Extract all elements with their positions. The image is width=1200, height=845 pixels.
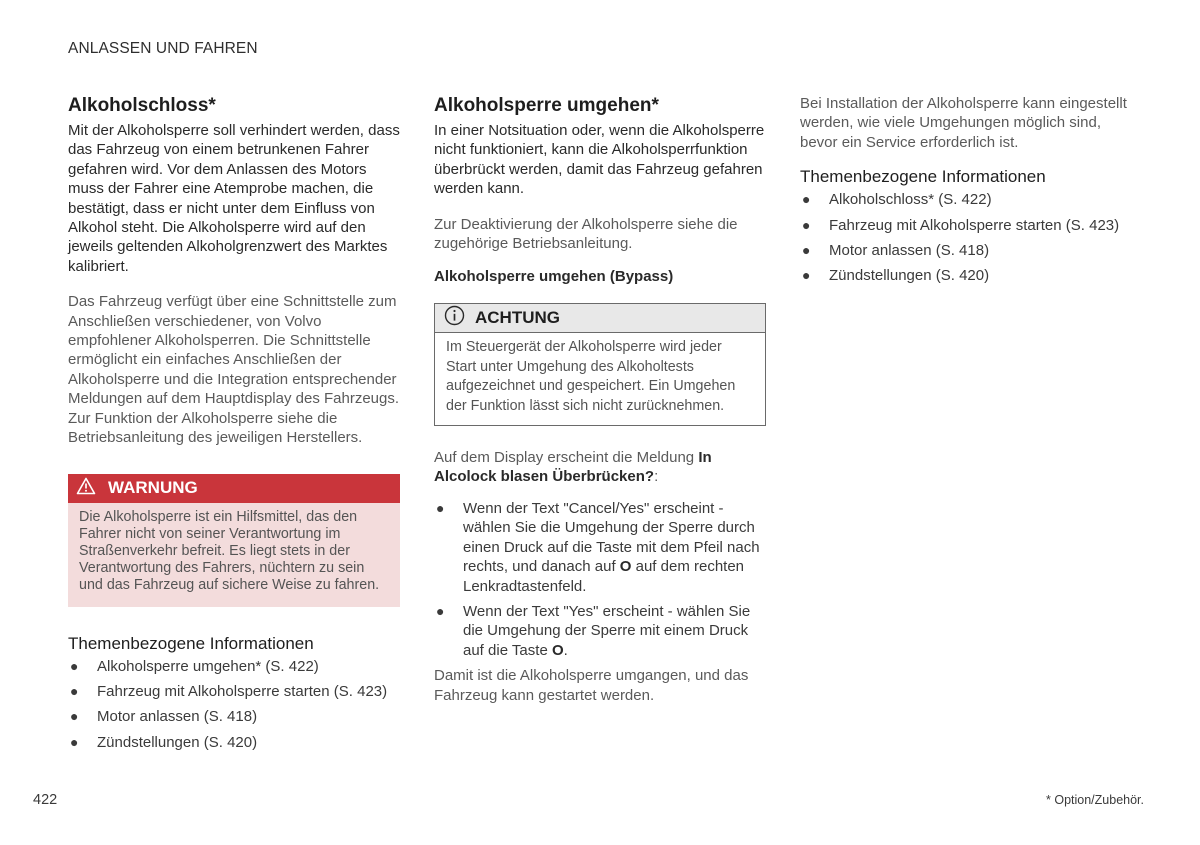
related-link[interactable]: ● Motor anlassen (S. 418) [70,708,258,726]
page-number: 422 [33,792,58,808]
bullet-icon: ● [70,682,79,699]
related-link[interactable]: ● Alkoholsperre umgehen* (S. 422) [70,657,319,675]
bullet-icon: ● [802,216,811,233]
related-link[interactable]: ● Zündstellungen (S. 420) [70,733,258,751]
warning-triangle-icon [76,477,96,500]
related-link[interactable]: ● Motor anlassen (S. 418) [802,242,990,260]
caution-box [434,303,766,426]
related-link[interactable]: ● Fahrzeug mit Alkoholsperre starten (S. 423) [70,682,388,700]
result-paragraph: Damit ist die Alkoholsperre umgangen, und das Fahrzeug kann gestartet werden. [434,667,749,704]
related-info-list [68,657,400,753]
column-continuation [800,94,1130,292]
bullet-icon: ● [436,602,445,619]
bullet-icon: ● [70,733,79,750]
footnote: * Option/Zubehör. [1046,793,1144,807]
bullet-icon: ● [70,708,79,725]
display-message-paragraph: Auf dem Display erscheint die Meldung In Alcolock blasen Überbrücken?: [434,449,712,486]
list-item: ● Wenn der Text "Cancel/Yes" erscheint - wählen Sie die Umgehung der Sperre durch einen Druck auf die Taste mit dem Pfeil nach rechts, und danach auf O auf dem rechten Lenkradtastenfeld. [436,499,760,595]
caution-label: ACHTUNG [475,308,560,328]
related-link[interactable]: ● Alkoholschloss* (S. 422) [802,191,992,209]
interface-paragraph: Das Fahrzeug verfügt über eine Schnittstelle zum Anschließen verschiedener, von Volvo empfohlener Alkoholsperren. Die Schnittstelle ermöglicht ein einfaches Anschließen der Alkoholsperre und die Integration entsprechender Meldungen auf dem Hauptdisplay des Fahrzeugs. Zur Funktion der Alkoholsperre siehe die Betriebsanleitung des jeweiligen Herstellers. [68,293,400,447]
section-title-umgehen: Alkoholsperre umgehen* [434,95,659,116]
intro-paragraph: Mit der Alkoholsperre soll verhindert werden, dass das Fahrzeug von einem betrunkenen Fahrer gefahren wird. Vor dem Anlassen des Motors muss der Fahrer eine Atemprobe machen, die bestätigt, dass er nicht unter dem Einfluss von Alkohol steht. Die Alkoholsperre wird auf den jeweils geltenden Alkoholgrenzwert des Marktes kalibriert. [68,122,400,275]
column-alkoholsperre-umgehen [434,94,766,705]
section-title-alkoholschloss: Alkoholschloss* [68,95,216,116]
bullet-icon: ● [436,499,445,516]
bullet-icon: ● [802,242,811,259]
deactivation-paragraph: Zur Deaktivierung der Alkoholsperre siehe die zugehörige Betriebsanleitung. [434,215,738,253]
column-alkoholschloss [68,94,400,758]
caution-text: Im Steuergerät der Alkoholsperre wird jeder Start unter Umgehung des Alkoholtests aufgezeichnet und gespeichert. Ein Umgehen der Funktion lässt sich nicht zurücknehmen. [446,339,736,414]
display-message-text: In Alcolock blasen Überbrücken? [434,449,712,486]
info-circle-icon [444,305,465,331]
warning-text: Die Alkoholsperre ist ein Hilfsmittel, das den Fahrer nicht von seiner Verantwortung im Straßenverkehr befreit. Es liegt stets in der Verantwortung des Fahrers, nüchtern zu sein und das Fahrzeug auf sichere Weise zu fahren. [79,508,380,594]
warning-label: WARNUNG [108,478,198,497]
key-label: O [551,641,564,659]
running-header: ANLASSEN UND FAHREN [68,40,258,57]
related-info-heading: Themenbezogene Informationen [68,633,314,653]
related-info-list [800,190,1130,286]
bypass-steps-list [434,499,766,660]
list-item: ● Wenn der Text "Yes" erscheint - wählen Sie die Umgehung der Sperre mit einem Druck auf die Taste O. [436,602,751,659]
emergency-paragraph: In einer Notsituation oder, wenn die Alkoholsperre nicht funktioniert, kann die Alkoholsperrfunktion überbrückt werden, damit das Fahrzeug gefahren werden kann. [434,122,765,198]
bullet-icon: ● [802,267,811,284]
related-info-heading: Themenbezogene Informationen [800,167,1046,187]
bypass-subheading: Alkoholsperre umgehen (Bypass) [434,268,674,286]
warning-box [68,474,400,607]
caution-header [435,304,765,333]
bullet-icon: ● [802,191,811,208]
related-link[interactable]: ● Fahrzeug mit Alkoholsperre starten (S. 423) [802,216,1120,234]
related-link[interactable]: ● Zündstellungen (S. 420) [802,267,990,285]
warning-header [68,474,400,503]
installation-paragraph: Bei Installation der Alkoholsperre kann eingestellt werden, wie viele Umgehungen möglich sind, bevor ein Service erforderlich ist. [800,95,1127,151]
key-label: O [619,558,632,576]
bullet-icon: ● [70,657,79,674]
